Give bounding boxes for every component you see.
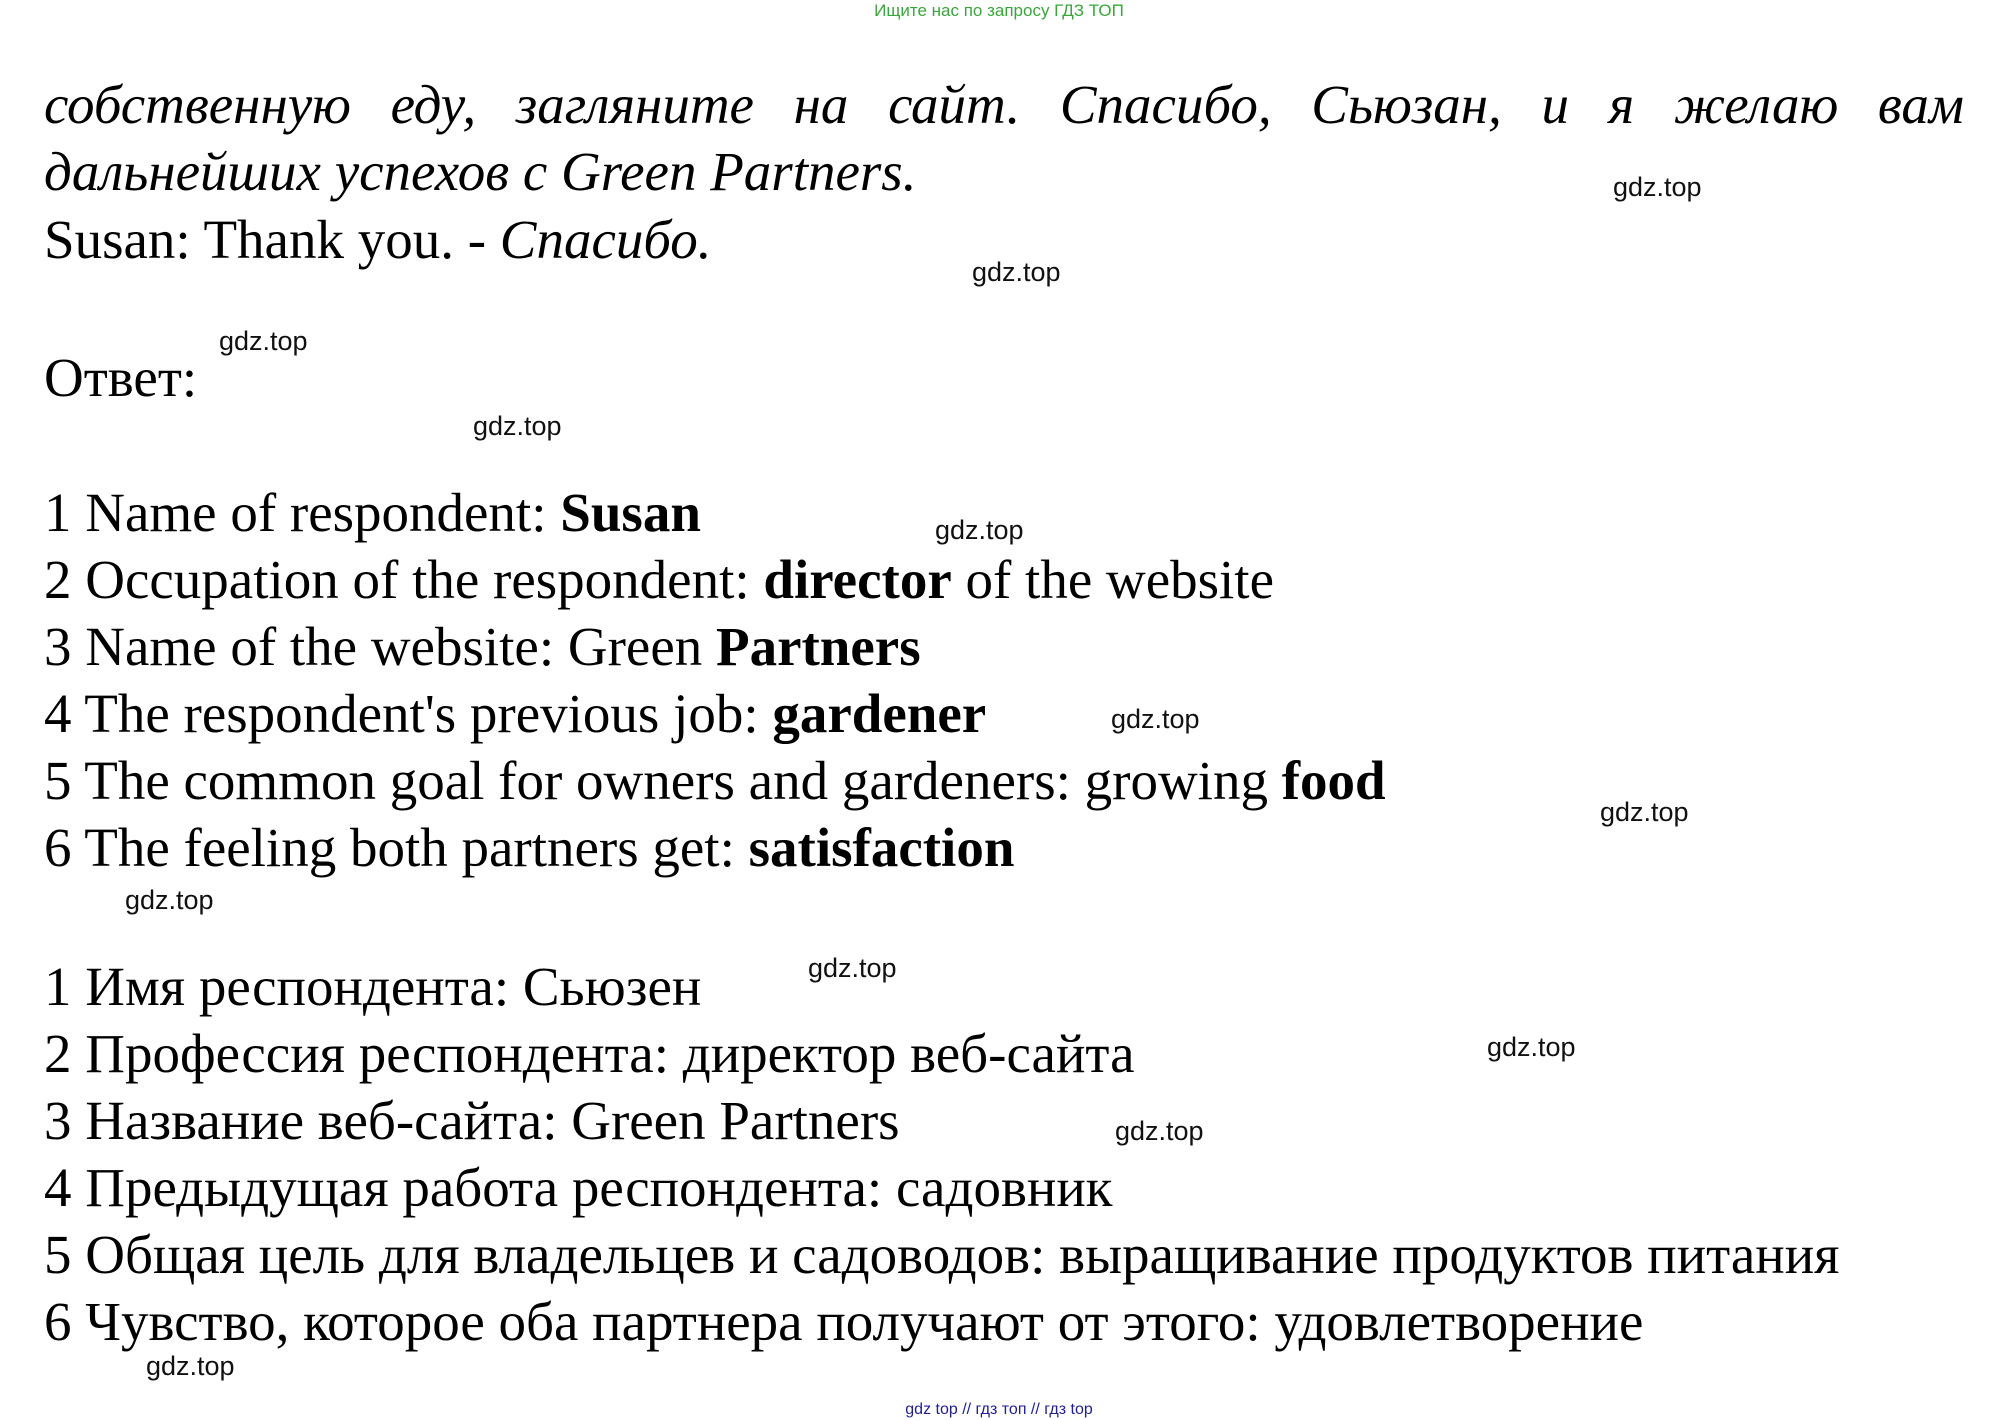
russian-answer-2: 2 Профессия респондента: директор веб-сайта (44, 1023, 1135, 1084)
answer-key-word: gardener (772, 683, 987, 744)
answer-prefix: 2 Occupation of the respondent: (44, 549, 764, 610)
russian-answer-1: 1 Имя респондента: Сьюзен (44, 956, 702, 1017)
susan-reply-english: Susan: Thank you. - (44, 209, 500, 270)
intro-line-1: собственную еду, загляните на сайт. Спасибо, Сьюзан, и я желаю вам (44, 74, 1964, 135)
answer-key-word: director (763, 549, 952, 610)
russian-answer-5: 5 Общая цель для владельцев и садоводов: выращивание продуктов питания (44, 1224, 1840, 1285)
susan-reply (44, 207, 712, 273)
watermark: gdz.top (1600, 797, 1689, 827)
english-answer-2 (44, 547, 1274, 613)
russian-answer-6: 6 Чувство, которое оба партнера получают от этого: удовлетворение (44, 1291, 1644, 1352)
russian-answer-3: 3 Название веб-сайта: Green Partners (44, 1090, 900, 1151)
watermark: gdz.top (935, 515, 1024, 545)
footer-watermark: gdz top // гдз топ // гдз top (905, 1401, 1093, 1418)
answer-prefix: 6 The feeling both partners get: (44, 817, 749, 878)
english-answer-5 (44, 748, 1386, 814)
watermark: gdz.top (1613, 172, 1702, 202)
answer-suffix: of the website (951, 549, 1274, 610)
watermark: gdz.top (219, 326, 308, 356)
english-answer-3 (44, 614, 921, 680)
search-banner: Ищите нас по запросу ГДЗ ТОП (874, 1, 1124, 20)
watermark: gdz.top (808, 953, 897, 983)
english-answer-6 (44, 815, 1014, 881)
watermark: gdz.top (972, 257, 1061, 287)
answer-prefix: 5 The common goal for owners and gardeners: growing (44, 750, 1282, 811)
answer-key-word: Partners (715, 616, 921, 677)
answer-prefix: 4 The respondent's previous job: (44, 683, 773, 744)
answer-key-word: satisfaction (748, 817, 1015, 878)
answer-prefix: 1 Name of respondent: (44, 482, 561, 543)
russian-answer-4: 4 Предыдущая работа респондента: садовник (44, 1157, 1113, 1218)
watermark: gdz.top (125, 885, 214, 915)
answer-key-word: Susan (560, 482, 701, 543)
watermark: gdz.top (473, 411, 562, 441)
answer-key-word: food (1281, 750, 1386, 811)
watermark: gdz.top (1115, 1116, 1204, 1146)
english-answer-1 (44, 480, 701, 546)
answer-label: Ответ: (44, 347, 198, 408)
answer-prefix: 3 Name of the website: Green (44, 616, 716, 677)
english-answer-4 (44, 681, 986, 747)
watermark: gdz.top (1487, 1032, 1576, 1062)
watermark: gdz.top (146, 1351, 235, 1381)
watermark: gdz.top (1111, 704, 1200, 734)
intro-line-2: дальнейших успехов с Green Partners. (44, 141, 917, 202)
susan-reply-russian: Спасибо. (499, 209, 712, 270)
